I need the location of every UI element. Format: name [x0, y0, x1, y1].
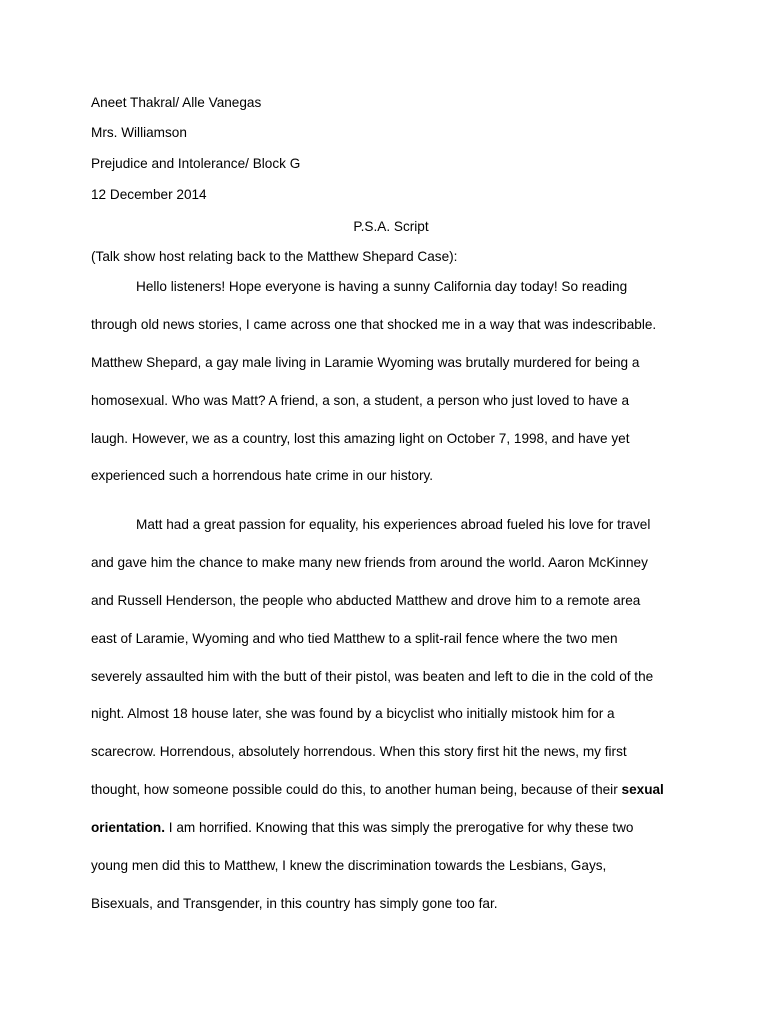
paragraph-line: young men did this to Matthew, I knew the discrimination towards the Lesbians, Gays, — [91, 858, 607, 874]
paragraph-text: I am horrified. Knowing that this was simply the prerogative for why these two — [165, 820, 634, 836]
paragraph-line-with-bold — [91, 771, 677, 809]
paragraph-line: night. Almost 18 house later, she was found by a bicyclist who initially mistook him for a — [91, 706, 615, 722]
document-date: 12 December 2014 — [91, 187, 207, 202]
bold-phrase: sexual — [621, 782, 664, 798]
paragraph-line: homosexual. Who was Matt? A friend, a son, a student, a person who just loved to have a — [91, 392, 630, 408]
paragraph-line: Matt had a great passion for equality, his experiences abroad fueled his love for travel — [136, 517, 651, 532]
course-name: Prejudice and Intolerance/ Block G — [91, 156, 301, 171]
paragraph-line: and gave him the chance to make many new friends from around the world. Aaron McKinney — [91, 554, 648, 570]
paragraph-text: thought, how someone possible could do this, to another human being, because of their — [91, 782, 618, 798]
paragraph-line: Hello listeners! Hope everyone is having a sunny California day today! So reading — [136, 279, 628, 294]
paragraph-line: severely assaulted him with the butt of their pistol, was beaten and left to die in the cold of the — [91, 668, 654, 684]
paragraph-line: Matthew Shepard, a gay male living in Laramie Wyoming was brutally murdered for being a — [91, 354, 640, 370]
paragraph-line: experienced such a horrendous hate crime in our history. — [91, 468, 434, 484]
teacher-name: Mrs. Williamson — [91, 125, 187, 140]
paragraph-line: scarecrow. Horrendous, absolutely horrendous. When this story first hit the news, my first — [91, 744, 627, 760]
paragraph-line-with-bold — [91, 809, 677, 847]
bold-phrase: orientation. — [91, 820, 166, 836]
paragraph-line: Bisexuals, and Transgender, in this country has simply gone too far. — [91, 895, 498, 911]
paragraph-line: through old news stories, I came across one that shocked me in a way that was indescribable. — [91, 316, 657, 332]
paragraph-1 — [91, 268, 677, 495]
author-names: Aneet Thakral/ Alle Vanegas — [91, 95, 262, 110]
paragraph-line: laugh. However, we as a country, lost this amazing light on October 7, 1998, and have yet — [91, 430, 630, 446]
paragraph-line: and Russell Henderson, the people who abducted Matthew and drove him to a remote area — [91, 592, 641, 608]
paragraph-2 — [91, 506, 677, 923]
intro-line: (Talk show host relating back to the Matthew Shepard Case): — [91, 249, 458, 264]
paragraph-line: east of Laramie, Wyoming and who tied Matthew to a split-rail fence where the two men — [91, 630, 618, 646]
document-title: P.S.A. Script — [353, 219, 429, 234]
